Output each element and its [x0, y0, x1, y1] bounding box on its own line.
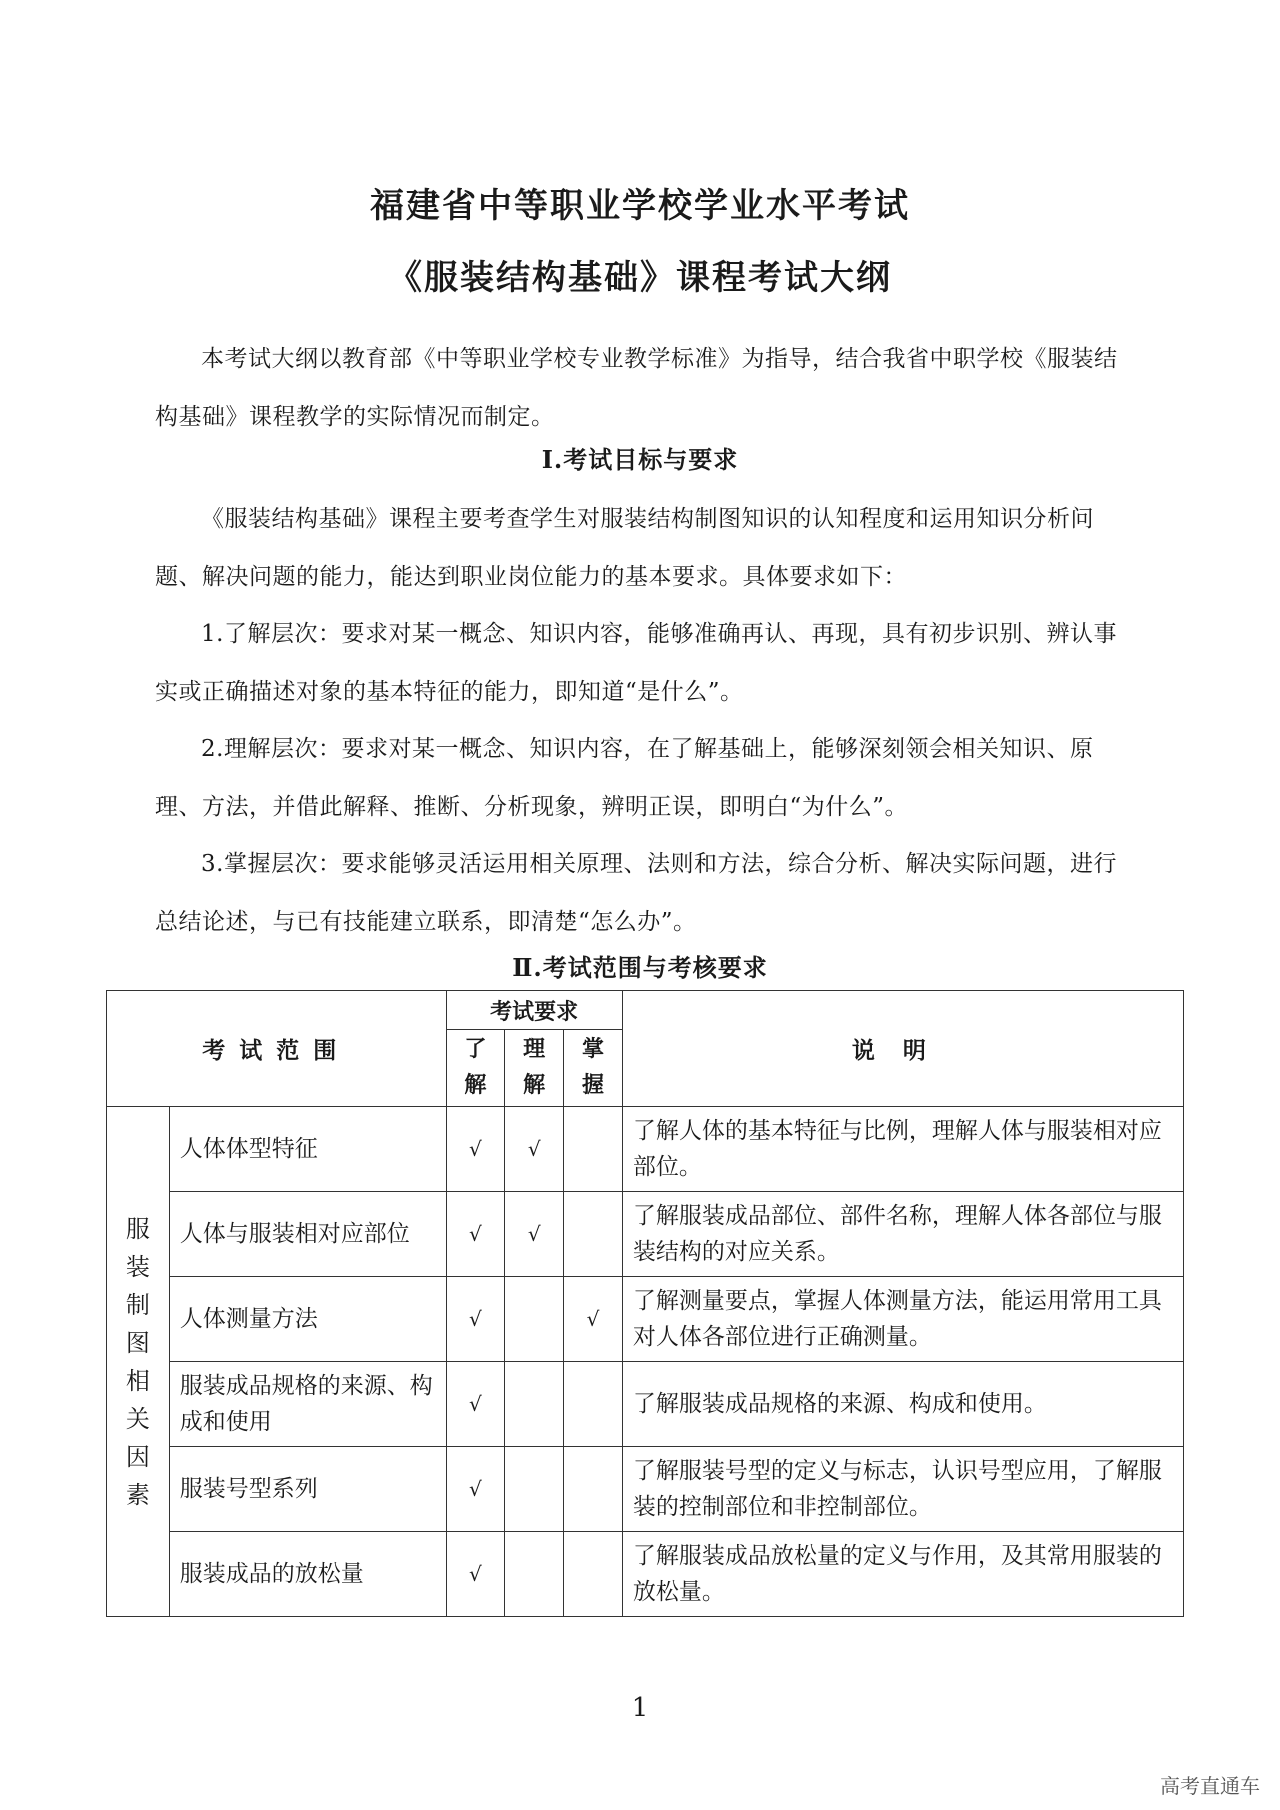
row-description: 了解服装成品规格的来源、构成和使用。 — [622, 1362, 1183, 1447]
row-check-master — [564, 1532, 623, 1617]
row-check-comprehend: √ — [505, 1107, 564, 1192]
section1-heading: Ⅰ.考试目标与要求 — [541, 445, 739, 474]
row-check-comprehend — [505, 1277, 564, 1362]
row-topic: 人体体型特征 — [169, 1107, 446, 1192]
row-check-master — [564, 1107, 623, 1192]
row-check-understand: √ — [446, 1192, 505, 1277]
row-check-master — [564, 1447, 623, 1532]
row-description: 了解服装号型的定义与标志，认识号型应用，了解服装的控制部位和非控制部位。 — [622, 1447, 1183, 1532]
table-row — [107, 1192, 1184, 1277]
row-topic: 服装成品规格的来源、构成和使用 — [169, 1362, 446, 1447]
row-topic: 人体与服装相对应部位 — [169, 1192, 446, 1277]
row-check-understand: √ — [446, 1107, 505, 1192]
header-level-understand — [446, 1030, 505, 1107]
document-title-line2: 《服装结构基础》课程考试大纲 — [388, 258, 892, 298]
exam-scope-table — [106, 990, 1184, 1617]
table-row — [107, 1362, 1184, 1447]
row-check-understand: √ — [446, 1532, 505, 1617]
row-description: 了解测量要点，掌握人体测量方法，能运用常用工具对人体各部位进行正确测量。 — [622, 1277, 1183, 1362]
table-row — [107, 1277, 1184, 1362]
row-check-comprehend: √ — [505, 1192, 564, 1277]
level-item-2: 2.理解层次：要求对某一概念、知识内容，在了解基础上，能够深刻领会相关知识、原理、方法，并借此解释、推断、分析现象，辨明正误，即明白“为什么”。 — [155, 736, 1094, 820]
row-check-master: √ — [564, 1277, 623, 1362]
watermark: 高考直通车 — [1160, 1774, 1260, 1798]
section2-heading: Ⅱ.考试范围与考核要求 — [512, 953, 768, 982]
row-topic: 人体测量方法 — [169, 1277, 446, 1362]
header-note: 说明 — [622, 991, 1183, 1107]
header-requirement: 考试要求 — [446, 991, 622, 1030]
row-description: 了解人体的基本特征与比例，理解人体与服装相对应部位。 — [622, 1107, 1183, 1192]
row-check-comprehend — [505, 1532, 564, 1617]
row-check-understand: √ — [446, 1277, 505, 1362]
document-title-line1: 福建省中等职业学校学业水平考试 — [370, 186, 910, 226]
row-check-master — [564, 1192, 623, 1277]
header-level-text: 理 解 — [523, 1037, 546, 1098]
table-row — [107, 1107, 1184, 1192]
table-row — [107, 1447, 1184, 1532]
intro-paragraph: 本考试大纲以教育部《中等职业学校专业教学标准》为指导，结合我省中职学校《服装结构基础》课程教学的实际情况而制定。 — [155, 346, 1118, 430]
header-level-master — [564, 1030, 623, 1107]
row-check-comprehend — [505, 1447, 564, 1532]
row-check-understand: √ — [446, 1362, 505, 1447]
page-number: 1 — [631, 1693, 649, 1723]
section1-paragraph: 《服装结构基础》课程主要考查学生对服装结构制图知识的认知程度和运用知识分析问题、解决问题的能力，能达到职业岗位能力的基本要求。具体要求如下： — [155, 506, 1094, 590]
header-range: 考试范围 — [107, 991, 447, 1107]
row-description: 了解服装成品放松量的定义与作用，及其常用服装的放松量。 — [622, 1532, 1183, 1617]
row-topic: 服装号型系列 — [169, 1447, 446, 1532]
row-description: 了解服装成品部位、部件名称，理解人体各部位与服装结构的对应关系。 — [622, 1192, 1183, 1277]
header-level-text: 掌 握 — [581, 1037, 604, 1098]
row-check-understand: √ — [446, 1447, 505, 1532]
table-row — [107, 1532, 1184, 1617]
table-header-row — [107, 991, 1184, 1030]
header-level-comprehend — [505, 1030, 564, 1107]
header-level-text: 了 解 — [464, 1037, 487, 1098]
row-topic: 服装成品的放松量 — [169, 1532, 446, 1617]
group-cell — [107, 1107, 170, 1617]
row-check-comprehend — [505, 1362, 564, 1447]
group-label: 服 装 制 图 相 关 因 素 — [125, 1214, 150, 1509]
level-item-1: 1.了解层次：要求对某一概念、知识内容，能够准确再认、再现，具有初步识别、辨认事实或正确描述对象的基本特征的能力，即知道“是什么”。 — [155, 621, 1117, 705]
level-item-3: 3.掌握层次：要求能够灵活运用相关原理、法则和方法，综合分析、解决实际问题，进行总结论述，与已有技能建立联系，即清楚“怎么办”。 — [155, 851, 1117, 935]
row-check-master — [564, 1362, 623, 1447]
